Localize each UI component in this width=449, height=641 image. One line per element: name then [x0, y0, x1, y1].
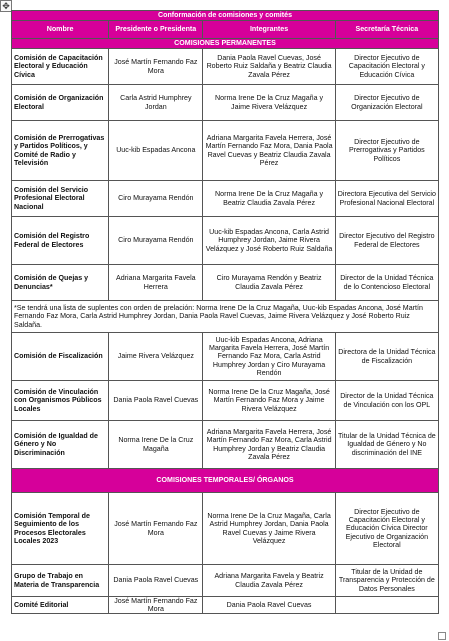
table-row: [12, 565, 439, 597]
commission-members: Adriana Margarita Favela Herrera, José Martín Fernando Faz Mora, Carla Astrid Humphrey Jordan y Beatriz Claudia Zavala Pérez: [203, 421, 335, 469]
resize-handle-icon[interactable]: [438, 632, 446, 640]
commission-secretary: Directora Ejecutiva del Servicio Profesional Nacional Electoral: [335, 181, 438, 217]
table-row: [12, 181, 439, 217]
section-permanentes: COMISIONES PERMANENTES: [12, 39, 439, 49]
table-row: [12, 333, 439, 381]
table-row: [12, 421, 439, 469]
commission-president: Adriana Margarita Favela Herrera: [109, 265, 203, 301]
commission-members: Ciro Murayama Rendón y Beatriz Claudia Zavala Pérez: [203, 265, 335, 301]
commission-name: Comisión Temporal de Seguimiento de los Procesos Electorales Locales 2023: [12, 493, 109, 565]
commission-secretary: Director Ejecutivo de Capacitación Electoral y Educación Cívica: [335, 49, 438, 85]
commission-secretary: Titular de la Unidad Técnica de Igualdad de Género y No discriminación del INE: [335, 421, 438, 469]
commission-name: Comisión de Prerrogativas y Partidos Políticos, y Comité de Radio y Televisión: [12, 121, 109, 181]
commission-secretary: Director Ejecutivo de Organización Electoral: [335, 85, 438, 121]
commission-name: Comisión de Fiscalización: [12, 333, 109, 381]
commission-name: Comisión de Igualdad de Género y No Discriminación: [12, 421, 109, 469]
commission-members: Uuc-kib Espadas Ancona, Adriana Margarita Favela Herrera, José Martín Fernando Faz Mora, Carla Astrid Humphrey Jordan y Ciro Murayama Rendón: [203, 333, 335, 381]
table-row: [12, 121, 439, 181]
header-nombre: Nombre: [12, 21, 109, 39]
commission-secretary: [335, 597, 438, 614]
commissions-table: [11, 10, 439, 614]
commission-president: Norma Irene De la Cruz Magaña: [109, 421, 203, 469]
commission-secretary: Director Ejecutivo de Prerrogativas y Partidos Políticos: [335, 121, 438, 181]
commission-president: José Martín Fernando Faz Mora: [109, 493, 203, 565]
commission-name: Comisión de Capacitación Electoral y Educación Cívica: [12, 49, 109, 85]
commission-members: Norma Irene De la Cruz Magaña y Beatriz Claudia Zavala Pérez: [203, 181, 335, 217]
commission-president: Dania Paola Ravel Cuevas: [109, 565, 203, 597]
commission-members: Dania Paola Ravel Cuevas: [203, 597, 335, 614]
commission-name: Comisión de Vinculación con Organismos Públicos Locales: [12, 381, 109, 421]
commission-president: José Martín Fernando Faz Mora: [109, 597, 203, 614]
commission-members: Norma Irene De la Cruz Magaña y Jaime Rivera Velázquez: [203, 85, 335, 121]
commission-secretary: Director de la Unidad Técnica de lo Contencioso Electoral: [335, 265, 438, 301]
table-row: [12, 265, 439, 301]
commission-president: José Martín Fernando Faz Mora: [109, 49, 203, 85]
table-row: [12, 493, 439, 565]
commission-name: Comisión del Registro Federal de Electores: [12, 217, 109, 265]
table-row: [12, 49, 439, 85]
commission-name: Comisión del Servicio Profesional Electoral Nacional: [12, 181, 109, 217]
commission-secretary: Directora de la Unidad Técnica de Fiscalización: [335, 333, 438, 381]
table-title: Conformación de comisiones y comités: [12, 11, 439, 21]
commission-president: Carla Astrid Humphrey Jordan: [109, 85, 203, 121]
commission-members: Adriana Margarita Favela y Beatriz Claudia Zavala Pérez: [203, 565, 335, 597]
section-temporales: COMISIONES TEMPORALES/ ÓRGANOS: [12, 469, 439, 493]
commission-president: Uuc-kib Espadas Ancona: [109, 121, 203, 181]
commission-members: Dania Paola Ravel Cuevas, José Roberto Ruiz Saldaña y Beatriz Claudia Zavala Pérez: [203, 49, 335, 85]
commission-name: Comisión de Quejas y Denuncias*: [12, 265, 109, 301]
commission-president: Ciro Murayama Rendón: [109, 217, 203, 265]
move-handle-icon[interactable]: ✥: [0, 0, 12, 12]
header-secretaria: Secretaría Técnica: [335, 21, 438, 39]
commission-members: Norma Irene De la Cruz Magaña, José Martín Fernando Faz Mora y Jaime Rivera Velázquez: [203, 381, 335, 421]
commission-members: Uuc-kib Espadas Ancona, Carla Astrid Humphrey Jordan, Jaime Rivera Velázquez y José Roberto Ruiz Saldaña: [203, 217, 335, 265]
commission-secretary: Director de la Unidad Técnica de Vinculación con los OPL: [335, 381, 438, 421]
commission-name: Grupo de Trabajo en Materia de Transparencia: [12, 565, 109, 597]
table-row: [12, 597, 439, 614]
commission-secretary: Titular de la Unidad de Transparencia y Protección de Datos Personales: [335, 565, 438, 597]
commission-name: Comité Editorial: [12, 597, 109, 614]
commission-president: Ciro Murayama Rendón: [109, 181, 203, 217]
commission-members: Adriana Margarita Favela Herrera, José Martín Fernando Faz Mora, Dania Paola Ravel Cuevas y Beatriz Claudia Zavala Pérez: [203, 121, 335, 181]
commission-secretary: Director Ejecutivo de Capacitación Electoral y Educación Cívica Director Ejecutivo de Organización Electoral: [335, 493, 438, 565]
table-row: [12, 381, 439, 421]
header-integrantes: Integrantes: [203, 21, 335, 39]
header-presidente: Presidente o Presidenta: [109, 21, 203, 39]
commission-members: Norma Irene De la Cruz Magaña, Carla Astrid Humphrey Jordan, Dania Paola Ravel Cuevas y Jaime Rivera Velázquez: [203, 493, 335, 565]
table-row: [12, 85, 439, 121]
commission-name: Comisión de Organización Electoral: [12, 85, 109, 121]
commission-secretary: Director Ejecutivo del Registro Federal de Electores: [335, 217, 438, 265]
commission-president: Jaime Rivera Velázquez: [109, 333, 203, 381]
commission-president: Dania Paola Ravel Cuevas: [109, 381, 203, 421]
substitutes-note: *Se tendrá una lista de suplentes con orden de prelación: Norma Irene De la Cruz Magaña, Uuc-kib Espadas Ancona, José Martín Fernando Faz Mora, Carla Astrid Humphrey Jordan, Dania Paola Ravel Cuevas, Jaime Rivera Velázquez y José Roberto Ruiz Saldaña.: [12, 301, 439, 333]
table-row: [12, 217, 439, 265]
